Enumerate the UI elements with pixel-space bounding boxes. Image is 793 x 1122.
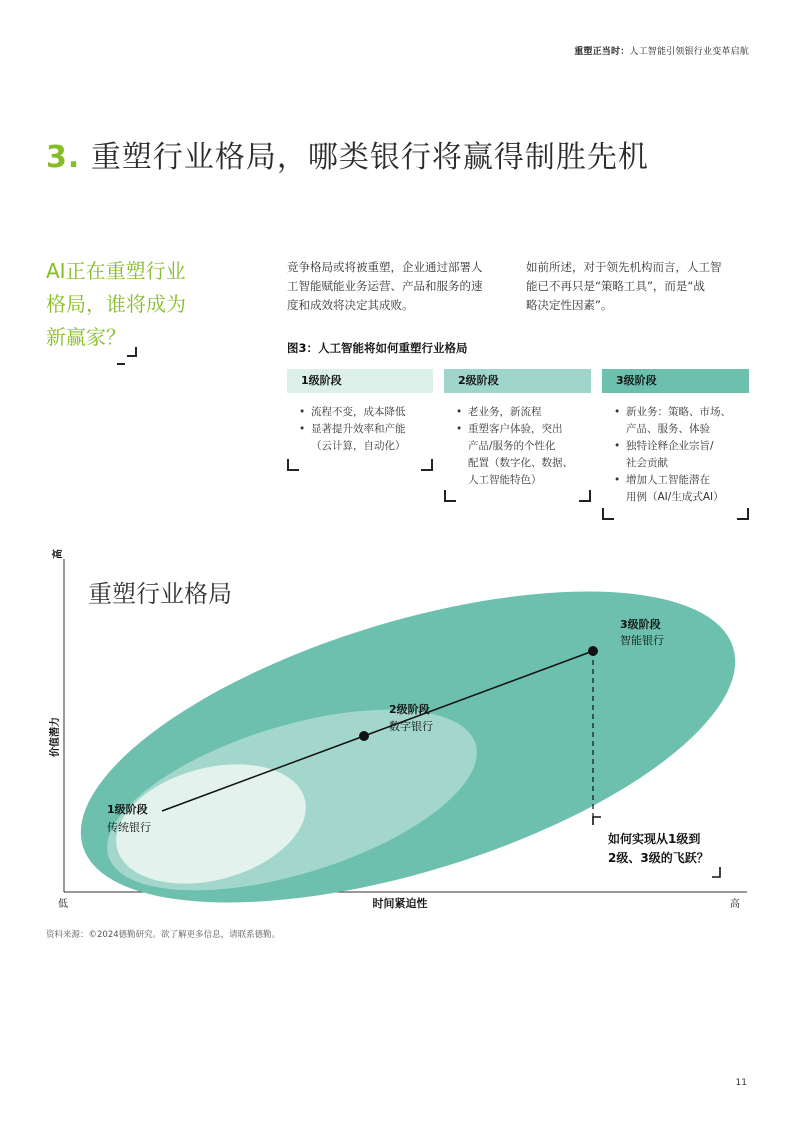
stage-2-item: • 老业务，新流程 <box>456 404 586 421</box>
point-label-stage-2: 2级阶段 <box>389 703 430 716</box>
pull-quote-corner-mark <box>117 355 125 365</box>
stage-1-header: 1级阶段 <box>287 369 433 393</box>
point-label-stage-1: 1级阶段 <box>107 803 148 816</box>
intro-line: 竞争格局或将被重塑，企业通过部署人 <box>287 260 483 274</box>
section-title <box>46 132 649 176</box>
intro-line: 工智能赋能业务运营、产品和服务的速 <box>287 279 483 293</box>
pull-quote-line: 格局，谁将成为 <box>46 292 186 316</box>
stage-3-list <box>614 404 748 506</box>
pull-quote <box>46 255 216 354</box>
stage-2-corner-right <box>579 490 591 502</box>
pull-quote-line: AI正在重塑行业 <box>46 259 186 283</box>
intro-line: 略决定性因素”。 <box>526 298 613 312</box>
point-name-stage-2: 数字银行 <box>389 720 433 733</box>
y-axis-high-label: 高 <box>53 549 64 559</box>
stage-2-item: • 重塑客户体验，突出 产品/服务的个性化 配置（数字化、数据、 人工智能特色） <box>456 421 586 489</box>
callout-line-1: 如何实现从1级到 <box>608 832 701 846</box>
stage-3-item: • 增加人工智能潜在 用例（AI/生成式AI） <box>614 472 748 506</box>
industry-reshape-diagram <box>0 535 793 915</box>
callout-line-2: 2级、3级的飞跃？ <box>608 851 709 865</box>
section-title-text: 重塑行业格局，哪类银行将赢得制胜先机 <box>90 140 649 175</box>
running-header <box>574 44 749 57</box>
stage-3-header: 3级阶段 <box>602 369 749 393</box>
pull-quote-line: 新赢家？ <box>46 325 126 349</box>
section-number: 3. <box>46 140 81 175</box>
stage-1-list <box>299 404 429 455</box>
stage-1-corner-right <box>421 459 433 471</box>
stage-3-item: • 新业务：策略、市场、 产品、服务、体验 <box>614 404 748 438</box>
y-axis-label: 价值潜力 <box>50 717 61 757</box>
source-note: 资料来源：©2024德勤研究。欲了解更多信息，请联系德勤。 <box>46 930 281 940</box>
stage-3-corner-right <box>737 508 749 520</box>
figure-title: 图3：人工智能将如何重塑行业格局 <box>287 341 468 355</box>
x-axis-low-label: 低 <box>58 899 68 910</box>
running-header-rest: 人工智能引领银行业变革启航 <box>629 47 749 57</box>
stage-1-corner-left <box>287 459 299 471</box>
stage-1-item: • 显著提升效率和产能 （云计算，自动化） <box>299 421 429 455</box>
stage-1-item: • 流程不变，成本降低 <box>299 404 429 421</box>
callout-corner-bottom <box>712 867 720 877</box>
intro-column-2 <box>526 258 751 315</box>
stage-2-list <box>456 404 586 489</box>
point-label-stage-3: 3级阶段 <box>620 618 661 631</box>
stage-3-point <box>588 646 598 656</box>
intro-line: 能已不再只是“策略工具”，而是“战 <box>526 279 705 293</box>
x-axis-label: 时间紧迫性 <box>372 897 428 910</box>
point-name-stage-3: 智能银行 <box>620 634 664 647</box>
stage-3-item: • 独特诠释企业宗旨/ 社会贡献 <box>614 438 748 472</box>
callout-corner-top <box>593 817 601 825</box>
diagram-title: 重塑行业格局 <box>88 580 232 608</box>
intro-column-1 <box>287 258 512 315</box>
pull-quote-corner-mark <box>127 347 137 357</box>
x-axis-high-label: 高 <box>730 899 740 910</box>
stage-2-point <box>359 731 369 741</box>
running-header-bold: 重塑正当时： <box>574 47 630 57</box>
stage-3-corner-left <box>602 508 614 520</box>
stage-2-header: 2级阶段 <box>444 369 591 393</box>
intro-line: 如前所述，对于领先机构而言，人工智 <box>526 260 722 274</box>
point-name-stage-1: 传统银行 <box>107 821 151 834</box>
page-number: 11 <box>735 1078 747 1088</box>
intro-line: 度和成效将决定其成败。 <box>287 298 414 312</box>
stage-2-corner-left <box>444 490 456 502</box>
